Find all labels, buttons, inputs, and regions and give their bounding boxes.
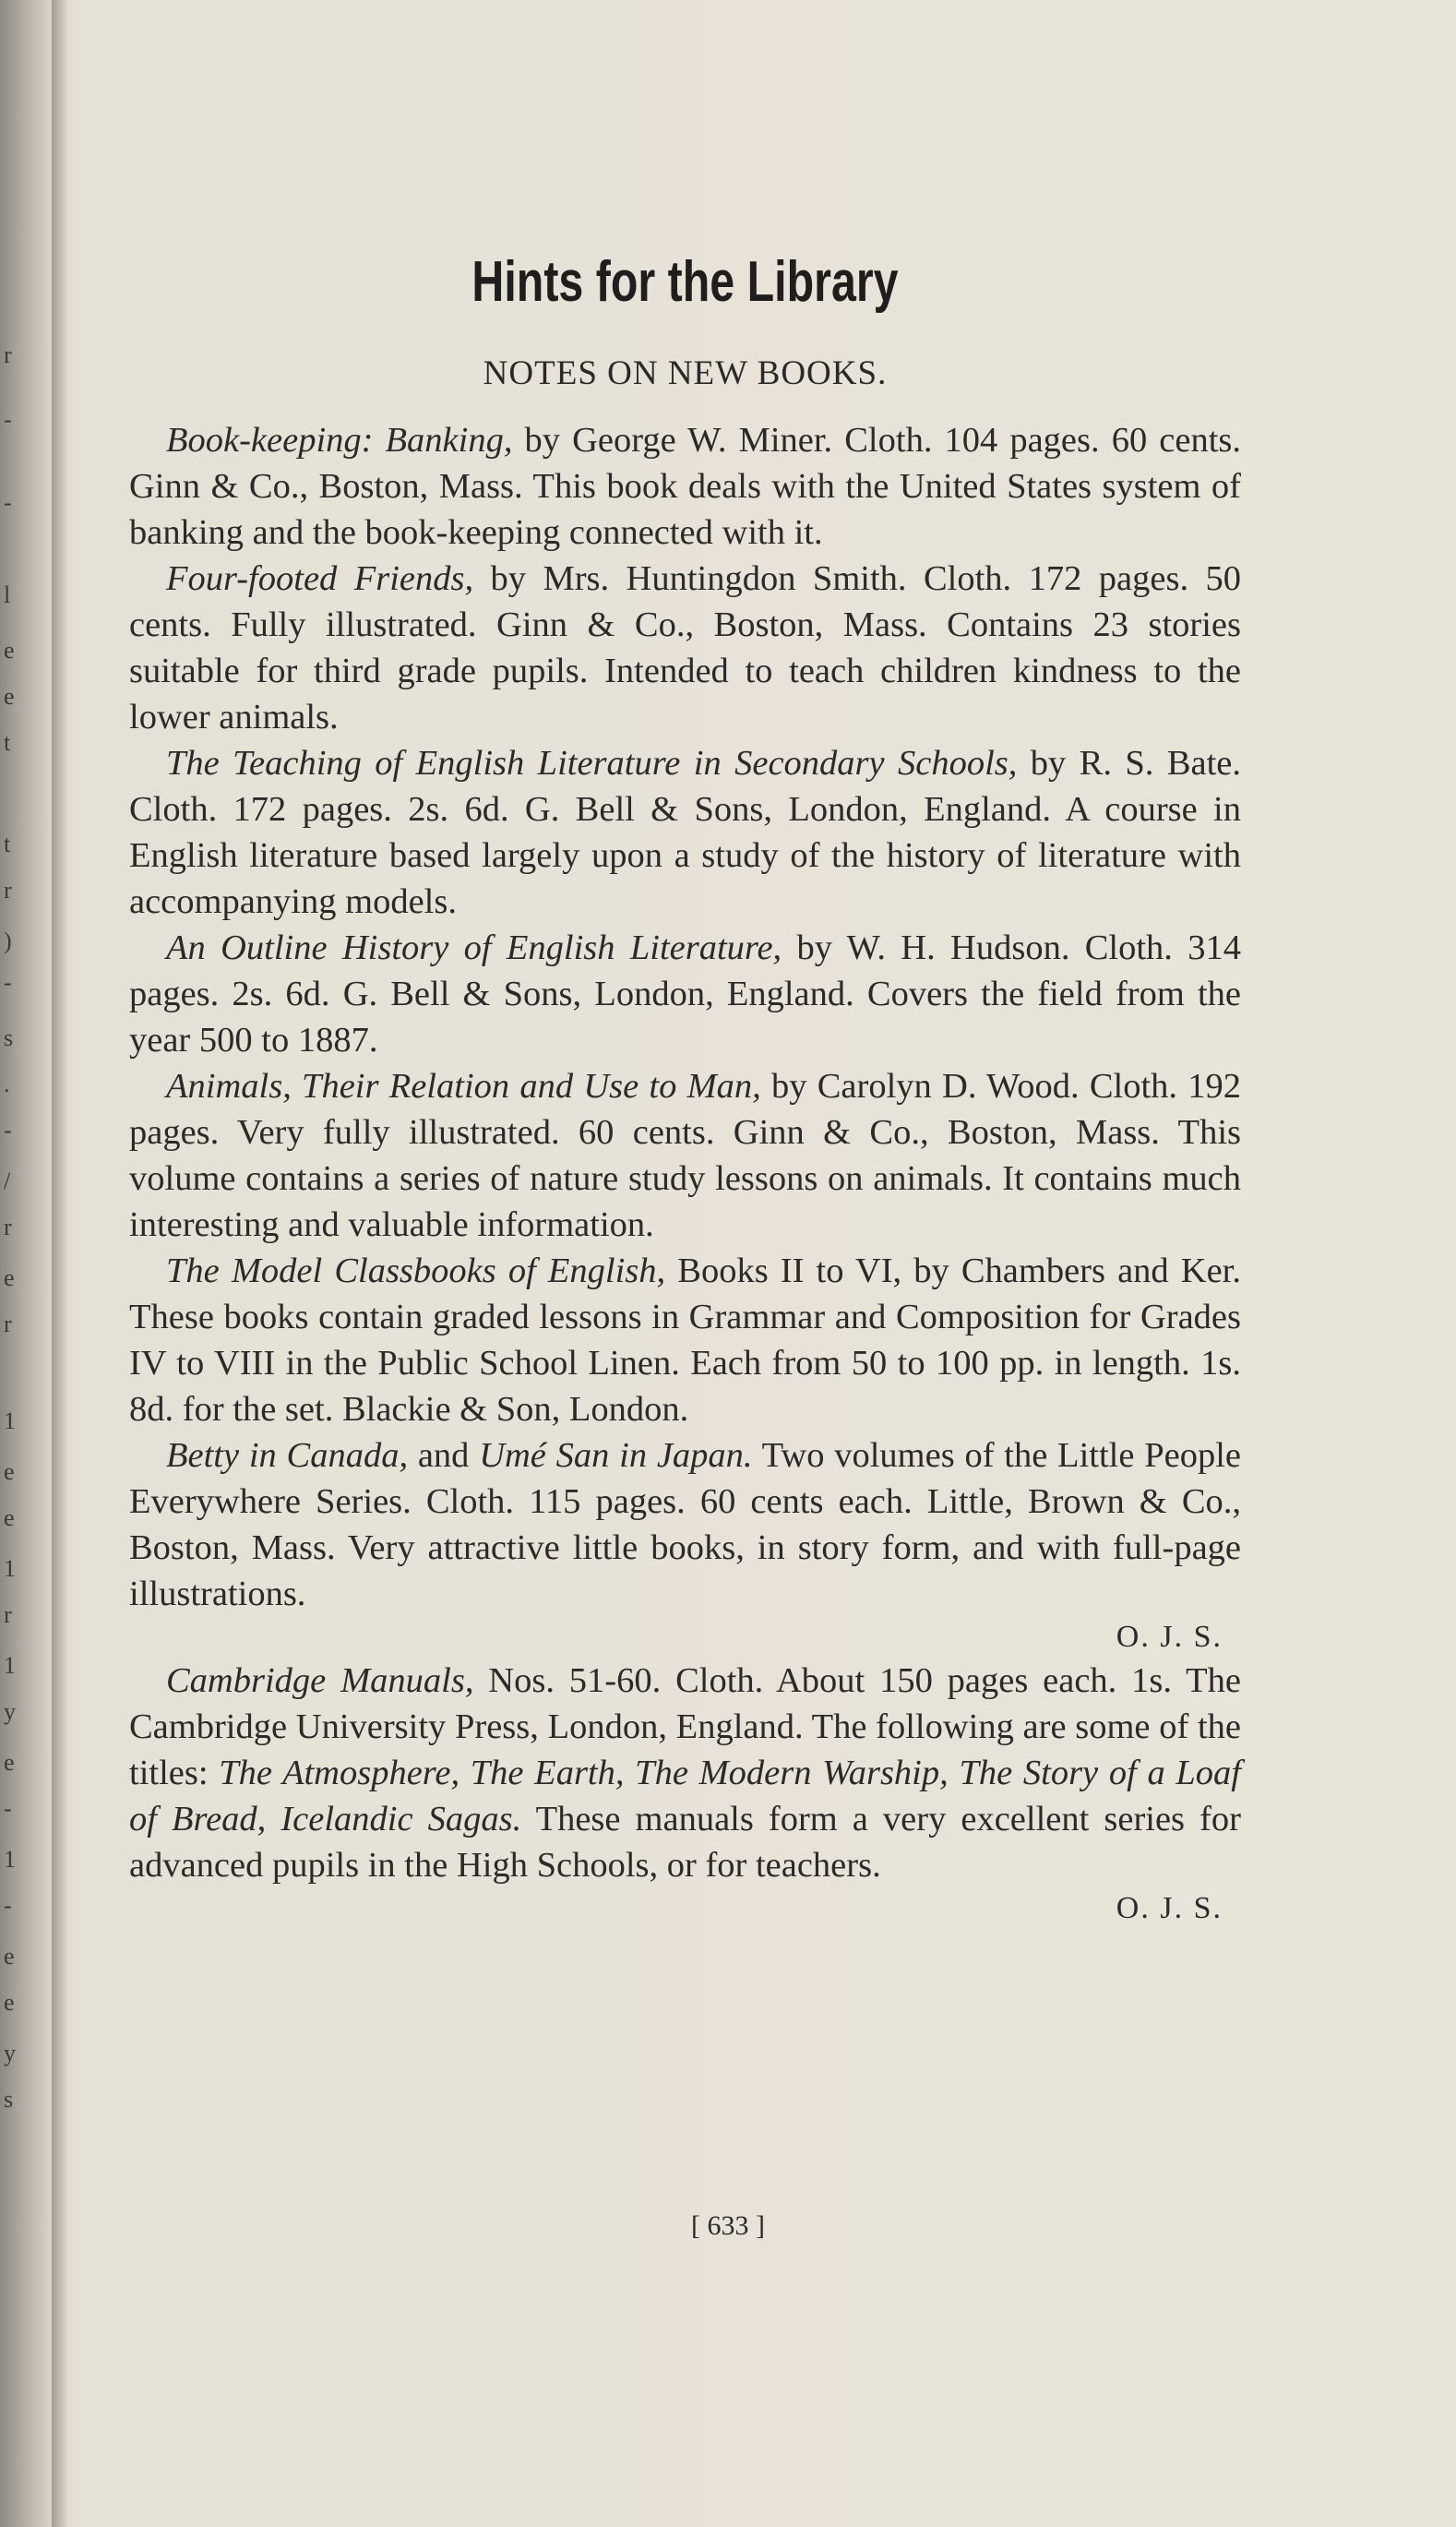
book-title: Betty in Canada,	[166, 1436, 409, 1475]
book-description: Two volumes of the Little People Everywhere Series. Cloth. 115 pages. 60 cents each. Little, Brown & Co., Boston, Mass. Very attractive little books, in story form, and with full-page illustrations.	[129, 1436, 1241, 1613]
book-description: by W. H. Hudson. Cloth. 314 pages. 2s. 6d. G. Bell & Sons, London, England. Covers the field from the year 500 to 1887.	[129, 928, 1241, 1060]
book-entry	[129, 1432, 1241, 1617]
book-description: Books II to VI, by Chambers and Ker. These books contain graded lessons in Grammar and Composition for Grades IV to VIII in the Public School Linen. Each from 50 to 100 pp. in length. 1s. 8d. for the set. Blackie & Son, London.	[129, 1252, 1241, 1429]
margin-fragment: e	[4, 1989, 15, 2016]
margin-fragment: t	[4, 729, 11, 756]
margin-fragment: y	[4, 2040, 16, 2066]
book-description: by George W. Miner. Cloth. 104 pages. 60 cents. Ginn & Co., Boston, Mass. This book deals with the United States system of banking and the book-keeping connected with it.	[129, 421, 1242, 552]
title-connector: and	[408, 1436, 480, 1475]
facing-page-margin	[0, 0, 28, 2527]
book-entry	[129, 1248, 1241, 1432]
margin-fragment: /	[4, 1168, 11, 1194]
margin-fragment: -	[4, 1892, 12, 1919]
book-title: The Model Classbooks of English,	[166, 1252, 666, 1290]
book-description: by Carolyn D. Wood. Cloth. 192 pages. Very fully illustrated. 60 cents. Ginn & Co., Boston, Mass. This volume contains a series of nature study lessons on animals. It contains much interesting and valuable information.	[129, 1067, 1241, 1244]
margin-fragment: e	[4, 1749, 15, 1776]
margin-fragment: e	[4, 683, 15, 710]
book-title: Four-footed Friends,	[166, 559, 474, 598]
margin-fragment: )	[4, 928, 12, 954]
margin-fragment: r	[4, 1311, 12, 1337]
book-description: by R. S. Bate. Cloth. 172 pages. 2s. 6d. G. Bell & Sons, London, England. A course in English literature based largely upon a study of the history of literature with accompanying models.	[129, 744, 1241, 921]
book-title: Book-keeping: Banking,	[166, 421, 513, 460]
margin-fragment: e	[4, 637, 15, 664]
reviewer-initials: O. J. S.	[1116, 1620, 1223, 1654]
margin-fragment: e	[4, 1504, 15, 1531]
margin-fragment: r	[4, 1214, 12, 1240]
reviewer-initials: O. J. S.	[1116, 1891, 1223, 1925]
section-subtitle: NOTES ON NEW BOOKS.	[483, 354, 888, 392]
margin-fragment: r	[4, 1601, 12, 1628]
margin-fragment: 1	[4, 1555, 16, 1582]
article-body	[129, 249, 1241, 1929]
margin-fragment: 1	[4, 1652, 16, 1679]
margin-fragment: r	[4, 877, 12, 904]
page-number: [ 633 ]	[691, 2210, 765, 2241]
book-entry	[129, 1063, 1241, 1248]
book-title: Animals, Their Relation and Use to Man,	[166, 1067, 761, 1106]
book-entry	[129, 556, 1241, 740]
book-title: An Outline History of English Literature,	[166, 928, 782, 967]
margin-fragment: y	[4, 1698, 16, 1725]
margin-fragment: .	[4, 1071, 10, 1097]
margin-fragment: -	[4, 406, 12, 433]
margin-fragment: -	[4, 1795, 12, 1822]
margin-fragment: r	[4, 341, 12, 368]
margin-fragment: e	[4, 1943, 15, 1970]
book-entry	[129, 740, 1241, 925]
margin-fragment: s	[4, 1024, 14, 1051]
margin-fragment: t	[4, 831, 11, 857]
margin-fragment: e	[4, 1458, 15, 1485]
margin-fragment: 1	[4, 1407, 16, 1434]
margin-fragment: -	[4, 1117, 12, 1144]
page-title: Hints for the Library	[471, 250, 899, 314]
book-description: Nos. 51-60. Cloth. About 150 pages each. 1s. The Cambridge University Press, London, England. The following are some of the titles:	[129, 1661, 1242, 1792]
binding-gutter	[52, 0, 76, 2527]
titles-list: The Atmosphere, The Earth, The Modern Warship, The Story of a Loaf of Bread, Icelandic Sagas.	[129, 1754, 1241, 1838]
margin-fragment: 1	[4, 1846, 16, 1873]
book-entry	[129, 925, 1241, 1063]
book-entry	[129, 1658, 1241, 1888]
book-description: by Mrs. Huntingdon Smith. Cloth. 172 pages. 50 cents. Fully illustrated. Ginn & Co., Boston, Mass. Contains 23 stories suitable for third grade pupils. Intended to teach children kindness to the lower animals.	[129, 559, 1241, 737]
book-description-end: These manuals form a very excellent series for advanced pupils in the High Schools, or for teachers.	[129, 1800, 1241, 1885]
book-title: Cambridge Manuals,	[166, 1661, 474, 1700]
margin-fragment: e	[4, 1264, 15, 1291]
book-title: Umé San in Japan.	[479, 1436, 753, 1475]
margin-fragment: s	[4, 2086, 14, 2113]
book-entry	[129, 417, 1241, 556]
book-title: The Teaching of English Literature in Secondary Schools,	[166, 744, 1018, 783]
margin-fragment: -	[4, 969, 12, 996]
margin-fragment: -	[4, 489, 12, 516]
margin-fragment: l	[4, 581, 11, 608]
